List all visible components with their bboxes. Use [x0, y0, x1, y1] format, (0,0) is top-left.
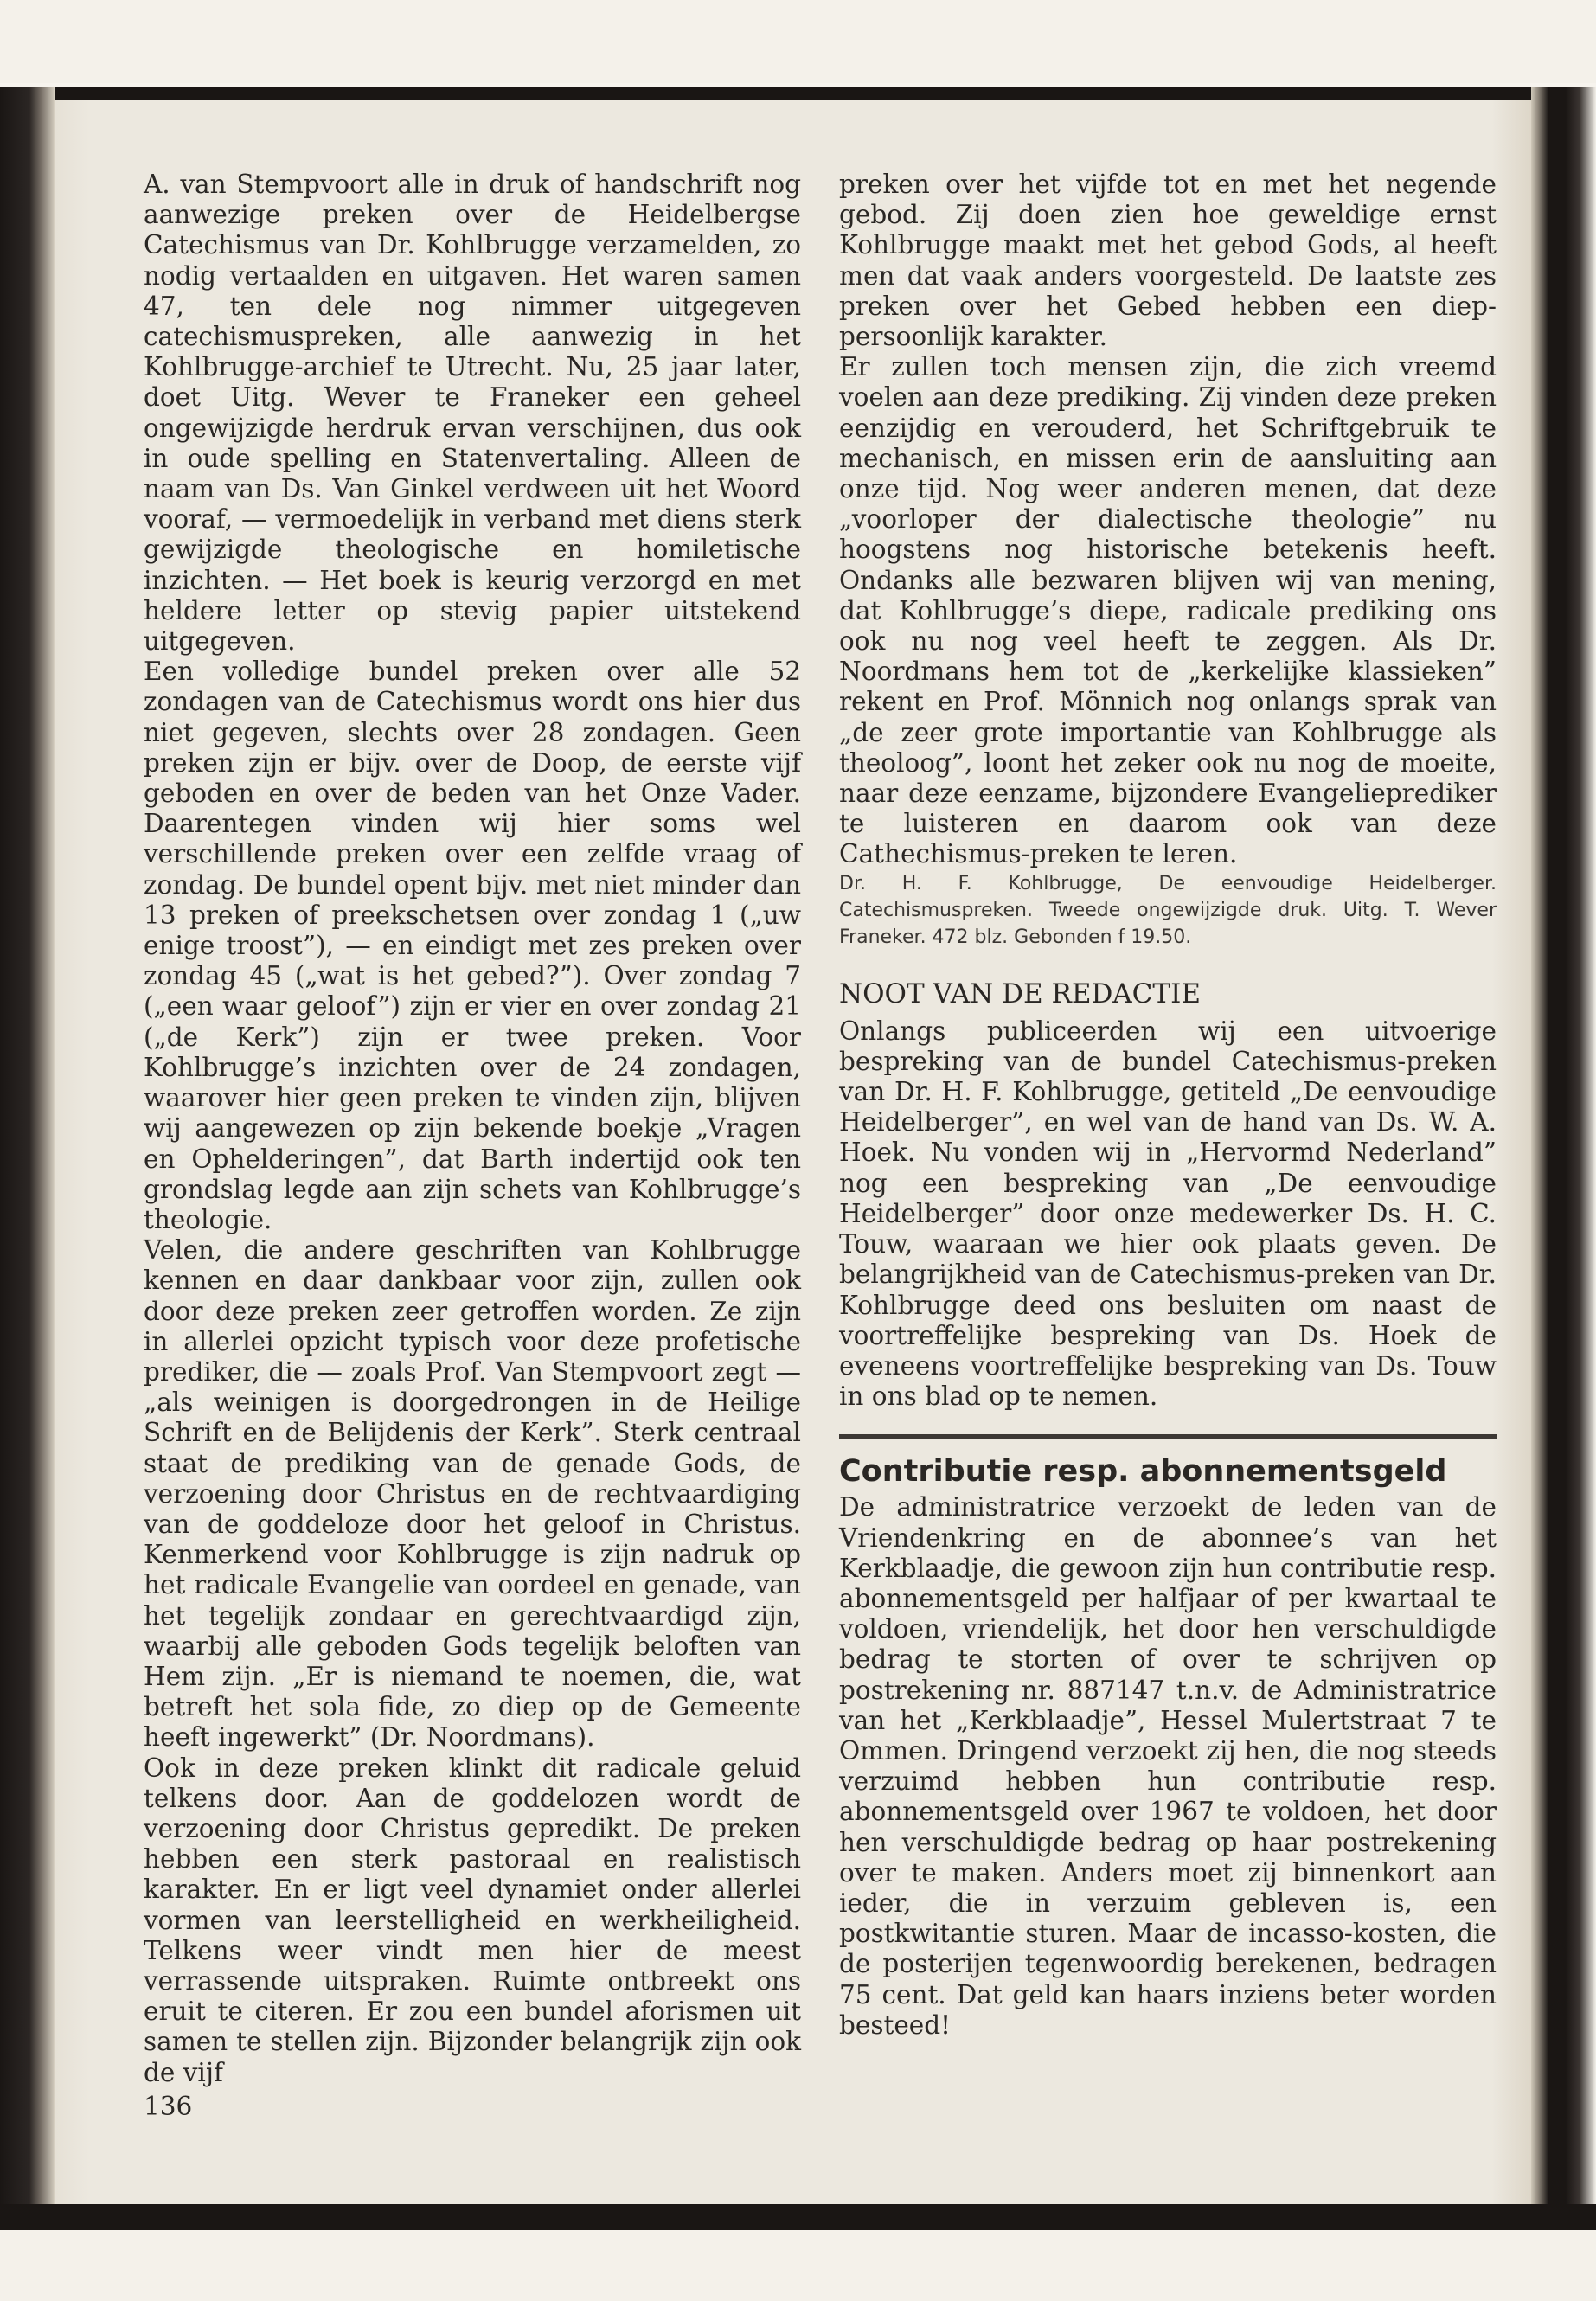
left-paragraph-4: Ook in deze preken klinkt dit radicale geluid telkens door. Aan de goddelozen wordt de verzoening door Christus gepredikt. De preken hebben een sterk pastoraal en realistisch karakter. En er ligt veel dynamiet onder allerlei vormen van leerstelligheid en werkheiligheid. Telkens weer vindt men hier de meest verrassende uitspraken. Ruimte ontbreekt ons eruit te citeren. Er zou een bundel aforismen uit samen te stellen zijn. Bijzonder belangrijk zijn ook de vijf	[144, 1753, 801, 2087]
contributie-text: De administratrice verzoekt de leden van de Vriendenkring en de abonnee’s van het Kerkblaadje, die gewoon zijn hun contributie resp. abonnementsgeld per halfjaar of per kwartaal te voldoen, vriendelijk, het door hen verschuldigde bedrag te storten of over te schrijven op postrekening nr. 887147 t.n.v. de Administratrice van het „Kerkblaadje”, Hessel Mulertstraat 7 te Ommen. Dringend verzoekt zij hen, die nog steeds verzuimd hebben hun contributie resp. abonnementsgeld over 1967 te voldoen, het door hen verschuldigde bedrag op haar postrekening over te maken. Anders moet zij binnenkort aan ieder, die in verzuim gebleven is, een postkwitantie sturen. Maar de incasso-kosten, die de posterijen tegenwoordig berekenen, bedragen 75 cent. Dat geld kan haars inziens beter worden besteed!	[839, 1492, 1497, 2040]
scan-bottom-border	[0, 2204, 1596, 2230]
page-number: 136	[144, 2091, 193, 2121]
contributie-heading: Contributie resp. abonnementsgeld	[839, 1454, 1447, 1490]
left-column	[144, 170, 801, 2122]
section-divider	[839, 1434, 1497, 1439]
left-paragraph-2: Een volledige bundel preken over alle 52 zondagen van de Catechismus wordt ons hier dus niet gegeven, slechts over 28 zondagen. Geen preken zijn er bijv. over de Doop, de eerste vijf geboden en over de beden van het Onze Vader. Daarentegen vinden wij hier soms wel verschillende preken over een zelfde vraag of zondag. De bundel opent bijv. met niet minder dan 13 preken of preekschetsen over zondag 1 („uw enige troost”), — en eindigt met zes preken over zondag 45 („wat is het gebed?”). Over zondag 7 („een waar geloof”) zijn er vier en over zondag 21 („de Kerk”) zijn er twee preken. Voor Kohlbrugge’s inzichten over de 24 zondagen, waarover hier geen preken te vinden zijn, blijven wij aangewezen op zijn bekende boekje „Vragen en Ophelderingen”, dat Barth indertijd ook ten grondslag legde aan zijn schets van Kohlbrugge’s theologie.	[144, 657, 801, 1234]
scan-top-border	[0, 87, 1596, 100]
left-paragraph-1: A. van Stempvoort alle in druk of handschrift nog aanwezige preken over de Heidelbergse Catechismus van Dr. Kohlbrugge verzamelden, zo nodig vertaalden en uitgaven. Het waren samen 47, ten dele nog nimmer uitgegeven catechismuspreken, alle aanwezig in het Kohlbrugge-archief te Utrecht. Nu, 25 jaar later, doet Uitg. Wever te Franeker een geheel ongewijzigde herdruk ervan verschijnen, dus ook in oude spelling en Statenvertaling. Alleen de naam van Ds. Van Ginkel verdween uit het Woord vooraf, — vermoedelijk in verband met diens sterk gewijzigde theologische en homiletische inzichten. — Het boek is keurig verzorgd en met heldere letter op stevig papier uitstekend uitgegeven.	[144, 170, 801, 657]
book-credit: Dr. H. F. Kohlbrugge, De eenvoudige Heidelberger. Catechismuspreken. Tweede ongewijzigde druk. Uitg. T. Wever Franeker. 472 blz. Gebonden f 19.50.	[839, 872, 1497, 948]
editor-note-heading: NOOT VAN DE REDACTIE	[839, 977, 1201, 1009]
scan-top-margin	[0, 0, 1596, 83]
scan-bottom-margin	[0, 2230, 1596, 2301]
scan-binding-edge	[1531, 87, 1596, 2230]
right-column	[839, 170, 1497, 2041]
right-paragraph-1: preken over het vijfde tot en met het negende gebod. Zij doen zien hoe geweldige ernst Kohlbrugge maakt met het gebod Gods, al heeft men dat vaak anders voorgesteld. De laatste zes preken over het Gebed hebben een diep-persoonlijk karakter.	[839, 170, 1497, 352]
left-paragraph-3: Velen, die andere geschriften van Kohlbrugge kennen en daar dankbaar voor zijn, zullen ook door deze preken zeer getroffen worden. Ze zijn in allerlei opzicht typisch voor deze profetische prediker, die — zoals Prof. Van Stempvoort zegt — „als weinigen is doorgedrongen in de Heilige Schrift en de Belijdenis der Kerk”. Sterk centraal staat de prediking van de genade Gods, de verzoening door Christus en de rechtvaardiging van de goddeloze door het geloof in Christus. Kenmerkend voor Kohlbrugge is zijn nadruk op het radicale Evangelie van oordeel en genade, van het tegelijk zondaar en gerechtvaardigd zijn, waarbij alle geboden Gods tegelijk beloften van Hem zijn. „Er is niemand te noemen, die, wat betreft het sola fide, zo diep op de Gemeente heeft ingewerkt” (Dr. Noordmans).	[144, 1235, 801, 1753]
scan-left-border	[0, 87, 55, 2232]
editor-note-text: Onlangs publiceerden wij een uitvoerige bespreking van de bundel Catechismus-preken van Dr. H. F. Kohlbrugge, getiteld „De eenvoudige Heidelberger”, en wel van de hand van Ds. W. A. Hoek. Nu vonden wij in „Hervormd Nederland” nog een bespreking van „De eenvoudige Heidelberger” door onze medewerker Ds. H. C. Touw, waaraan we hier ook plaats geven. De belangrijkheid van de Catechismus-preken van Dr. Kohlbrugge deed ons besluiten om naast de voortreffelijke bespreking van Ds. Hoek de eveneens voortreffelijke bespreking van Ds. Touw in ons blad op te nemen.	[839, 1016, 1497, 1412]
right-paragraph-2: Er zullen toch mensen zijn, die zich vreemd voelen aan deze prediking. Zij vinden deze preken eenzijdig en verouderd, het Schriftgebruik te mechanisch, en missen erin de aansluiting aan onze tijd. Nog weer anderen menen, dat deze „voorloper der dialectische theologie” nu hoogstens nog historische betekenis heeft. Ondanks alle bezwaren blijven wij van mening, dat Kohlbrugge’s diepe, radicale prediking ons ook nu nog veel heeft te zeggen. Als Dr. Noordmans hem tot de „kerkelijke klassieken” rekent en Prof. Mönnich nog onlangs sprak van „de zeer grote importantie van Kohlbrugge als theoloog”, loont het zeker ook nu nog de moeite, naar deze eenzame, bijzondere Evangelieprediker te luisteren en daarom ook van deze Cathechismus-preken te leren.	[839, 352, 1497, 869]
